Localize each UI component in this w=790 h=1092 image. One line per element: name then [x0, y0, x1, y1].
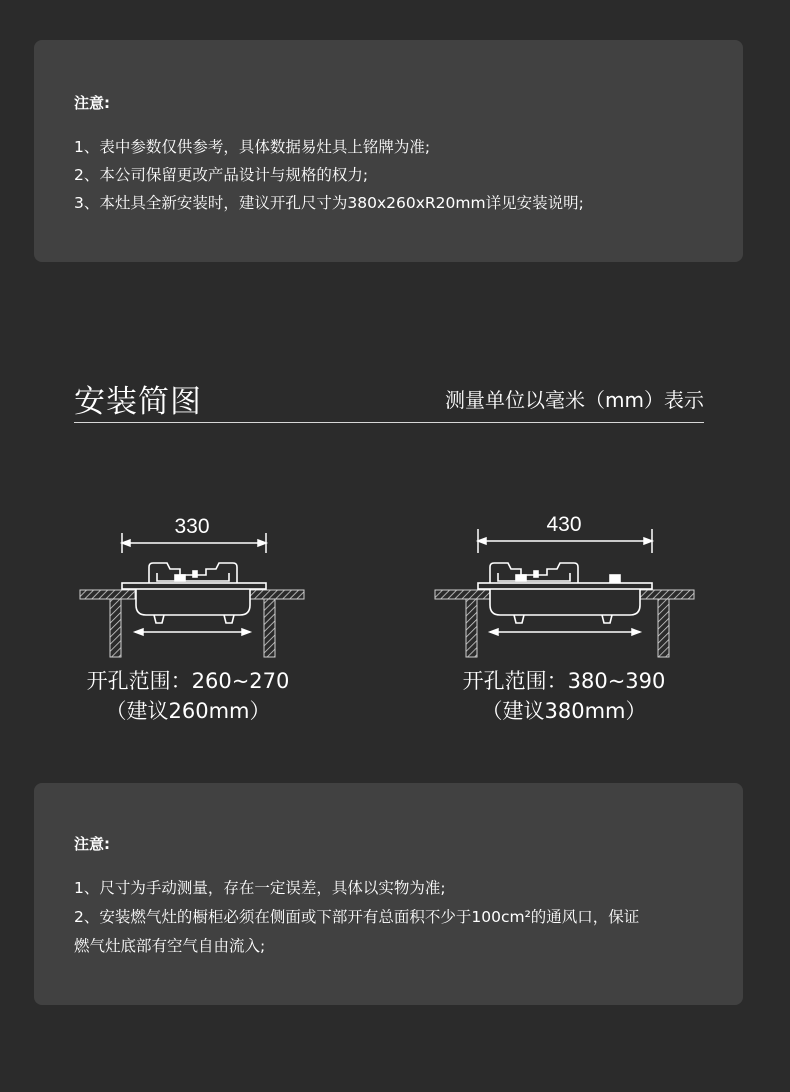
- countertop-right: [640, 590, 694, 599]
- suggested-size-label: （建议260mm）: [105, 699, 271, 723]
- diagram-caption-small: [72, 666, 304, 726]
- cutout-range-label: 开孔范围：260~270: [86, 669, 290, 693]
- note-line: 1、表中参数仅供参考，具体数据易灶具上铭牌为准;: [74, 138, 431, 156]
- section-title: 安装简图: [74, 384, 202, 420]
- cabinet-wall-right: [658, 599, 669, 657]
- unit-note: 测量单位以毫米（mm）表示: [445, 388, 704, 412]
- note-line: 1、尺寸为手动测量，存在一定误差，具体以实物为准;: [74, 879, 446, 897]
- countertop-right: [250, 590, 304, 599]
- install-diagram-large: [428, 505, 708, 665]
- note-line: 燃气灶底部有空气自由流入;: [74, 937, 266, 955]
- dimension-label: 430: [546, 513, 582, 536]
- cabinet-wall-left: [110, 599, 121, 657]
- stove-side-view: [122, 563, 266, 623]
- cabinet-wall-left: [466, 599, 477, 657]
- cutout-range-label: 开孔范围：380~390: [462, 669, 666, 693]
- note-card-top: [34, 40, 743, 262]
- note-line: 2、安装燃气灶的橱柜必须在侧面或下部开有总面积不少于100cm²的通风口，保证: [74, 908, 640, 926]
- install-diagram-small: [72, 505, 312, 665]
- note-title: 注意:: [74, 835, 110, 853]
- note-title: 注意:: [74, 94, 110, 112]
- dimension-label: 330: [174, 515, 210, 538]
- cutout-dimension-line: [490, 629, 640, 635]
- note-line: 3、本灶具全新安装时，建议开孔尺寸为380x260xR20mm详见安装说明;: [74, 194, 584, 212]
- suggested-size-label: （建议380mm）: [481, 699, 647, 723]
- cabinet-wall-right: [264, 599, 275, 657]
- note-card-bottom: [34, 783, 743, 1005]
- cutout-dimension-line: [135, 629, 250, 635]
- countertop-left: [435, 590, 490, 599]
- countertop-left: [80, 590, 135, 599]
- section-header: [74, 372, 704, 423]
- diagram-caption-large: [444, 666, 684, 726]
- stove-side-view: [478, 563, 652, 623]
- note-line: 2、本公司保留更改产品设计与规格的权力;: [74, 166, 369, 184]
